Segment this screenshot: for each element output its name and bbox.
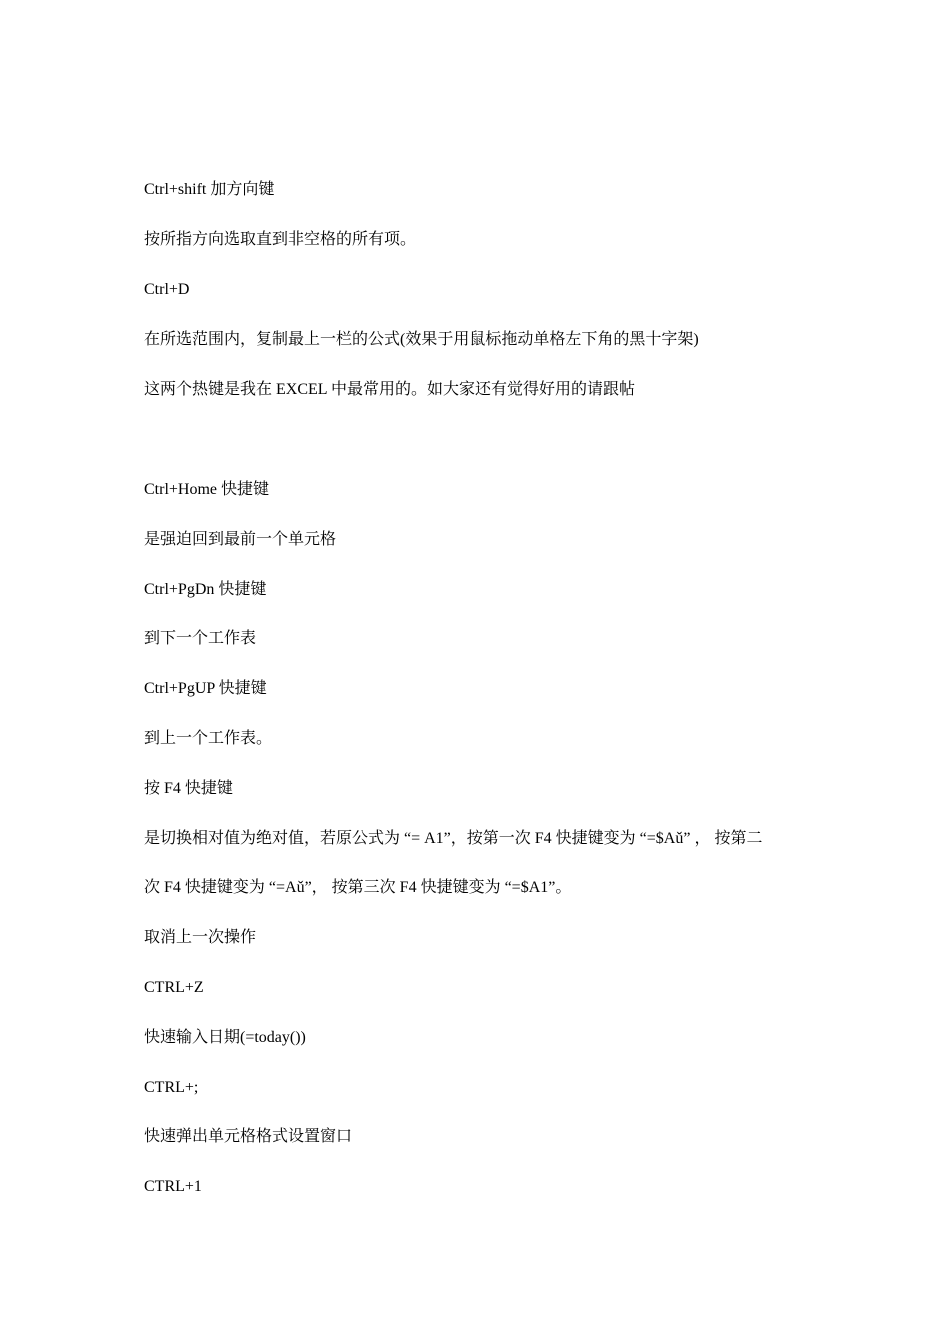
text-line-insert-date: 快速输入日期(=today()) (144, 1029, 306, 1046)
text-line-f4-description-1: 是切换相对值为绝对值，若原公式为 “= A1”，按第一次 F4 快捷键变为 “=$Aǔ” ， 按第二 (144, 830, 763, 847)
text-line-ctrl-1: CTRL+1 (144, 1178, 202, 1195)
text-line-format-cells: 快速弹出单元格格式设置窗口 (144, 1128, 353, 1145)
text-line-ctrl-z: CTRL+Z (144, 979, 204, 996)
text-line-go-first-cell: 是强迫回到最前一个单元格 (144, 531, 337, 548)
text-line-next-sheet: 到下一个工作表 (144, 630, 257, 647)
text-line-ctrl-d: Ctrl+D (144, 281, 190, 298)
text-line-ctrl-home: Ctrl+Home 快捷键 (144, 481, 270, 498)
text-line-favorite-hotkeys: 这两个热键是我在 EXCEL 中最常用的。如大家还有觉得好用的请跟帖 (144, 381, 635, 398)
text-line-f4-key: 按 F4 快捷键 (144, 780, 233, 797)
text-line-ctrl-pgup: Ctrl+PgUP 快捷键 (144, 680, 267, 697)
text-line-ctrl-shift-arrow: Ctrl+shift 加方向键 (144, 181, 275, 198)
text-line-ctrl-pgdn: Ctrl+PgDn 快捷键 (144, 581, 267, 598)
text-line-copy-formula: 在所选范围内，复制最上一栏的公式(效果于用鼠标拖动单格左下角的黑十字架) (144, 331, 699, 348)
text-line-f4-description-2: 次 F4 快捷键变为 “=Aǔ”， 按第三次 F4 快捷键变为 “=$A1”。 (144, 879, 572, 896)
text-line-previous-sheet: 到上一个工作表。 (144, 730, 273, 747)
text-line-ctrl-semicolon: CTRL+; (144, 1079, 199, 1096)
text-line-undo: 取消上一次操作 (144, 929, 257, 946)
text-line-select-to-nonblank: 按所指方向选取直到非空格的所有项。 (144, 231, 417, 248)
